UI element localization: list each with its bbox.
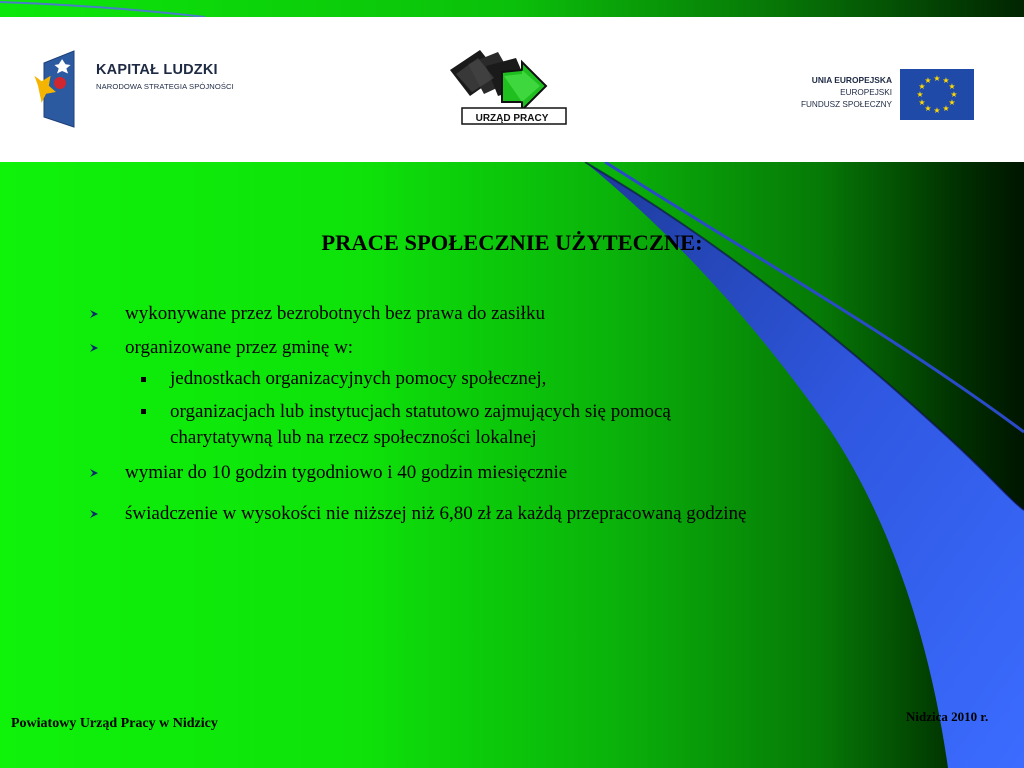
list-item: jednostkach organizacyjnych pomocy społecznej,	[170, 368, 547, 389]
kapital-ludzki-subtitle: NARODOWA STRATEGIA SPÓJNOŚCI	[96, 82, 234, 91]
svg-text:★: ★	[918, 98, 926, 107]
arrow-bullet-icon	[88, 508, 100, 520]
kapital-ludzki-title: KAPITAŁ LUDZKI	[96, 62, 218, 78]
list-item: charytatywną lub na rzecz społeczności lokalnej	[170, 427, 537, 448]
slide-title: PRACE SPOŁECZNIE UŻYTECZNE:	[321, 230, 703, 255]
svg-text:★: ★	[916, 90, 924, 99]
arrow-bullet-icon	[88, 308, 100, 320]
list-item: wymiar do 10 godzin tygodniowo i 40 godzin miesięcznie	[125, 462, 568, 483]
svg-text:★: ★	[942, 76, 950, 85]
svg-text:★: ★	[942, 104, 950, 113]
svg-text:★: ★	[924, 104, 932, 113]
svg-text:★: ★	[948, 82, 956, 91]
list-item: świadczenie w wysokości nie niższej niż 6,80 zł za każdą przepracowaną godzinę	[125, 503, 747, 524]
ue-line-2: EUROPEJSKI	[840, 88, 892, 97]
square-bullet-icon	[141, 409, 146, 414]
svg-text:★: ★	[924, 76, 932, 85]
svg-text:★: ★	[948, 98, 956, 107]
list-item: organizacjach lub instytucjach statutowo zajmujących się pomocą	[170, 401, 671, 422]
ue-line-1: UNIA EUROPEJSKA	[811, 75, 892, 85]
arrow-bullet-icon	[88, 467, 100, 479]
urzad-pracy-label: URZĄD PRACY	[475, 113, 549, 124]
list-item: wykonywane przez bezrobotnych bez prawa do zasiłku	[125, 303, 545, 324]
svg-text:★: ★	[933, 74, 941, 83]
svg-text:★: ★	[933, 106, 941, 115]
footer-organization: Powiatowy Urząd Pracy w Nidzicy	[11, 716, 218, 731]
footer-date: Nidzica 2010 r.	[906, 709, 989, 724]
svg-text:★: ★	[950, 90, 958, 99]
svg-text:★: ★	[918, 82, 926, 91]
square-bullet-icon	[141, 377, 146, 382]
arrow-bullet-icon	[88, 342, 100, 354]
list-item: organizowane przez gminę w:	[125, 337, 354, 358]
ue-line-3: FUNDUSZ SPOŁECZNY	[801, 100, 892, 109]
